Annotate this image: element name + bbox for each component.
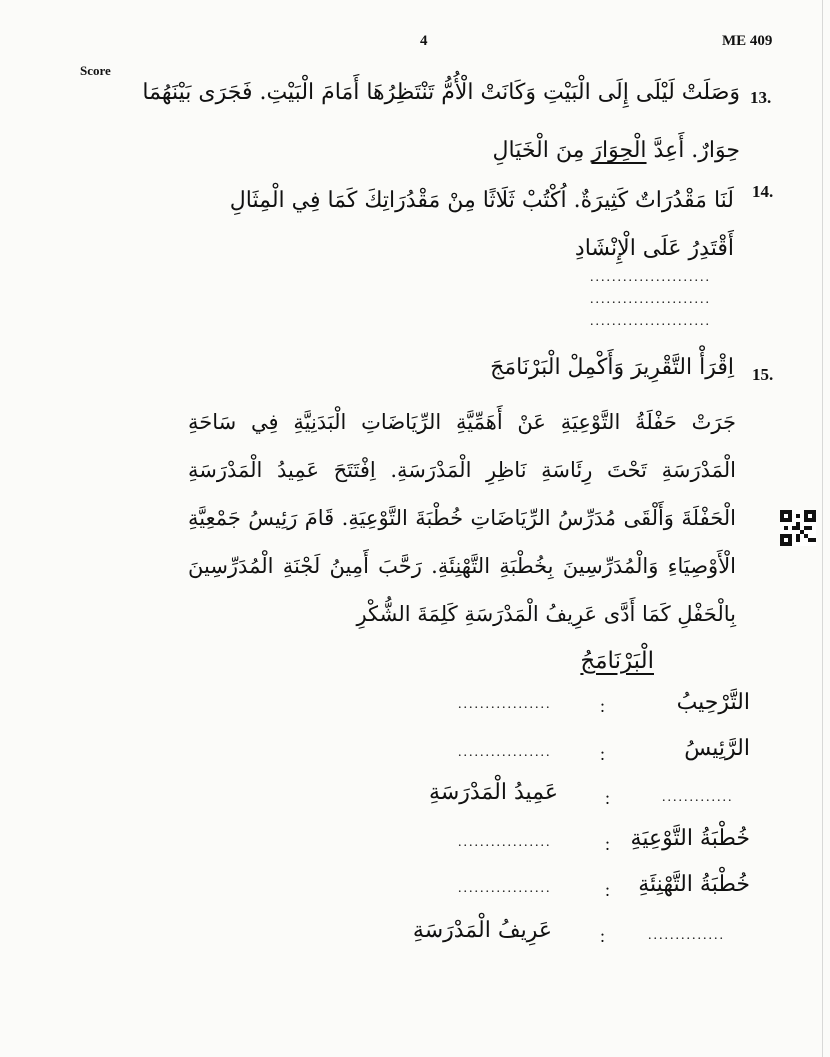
paper-code: ME 409: [722, 33, 773, 49]
question-14-example: أَقْتَدِرُ عَلَى الْإِنْشَادِ: [574, 236, 734, 261]
program-title: الْبَرْنَامَجُ: [580, 648, 654, 674]
scan-edge-line: [822, 0, 823, 1057]
question-15-instruction: اِقْرَأْ التَّقْرِيرَ وَأَكْمِلْ الْبَرْنَامَجَ: [490, 355, 734, 380]
question-13-line-2: [340, 138, 740, 163]
program-row-thanks-colon: :: [600, 926, 606, 946]
program-row-awareness-colon: :: [605, 834, 611, 854]
question-13-number: 13.: [750, 88, 772, 107]
program-row-welcome-colon: :: [600, 696, 606, 716]
program-row-dean-blank[interactable]: .............: [662, 790, 734, 805]
question-14-dots-1: ......................: [590, 270, 711, 285]
qr-code-icon: [780, 510, 816, 546]
program-row-congratulation-label: خُطْبَةُ التَّهْنِئَةِ: [638, 872, 750, 897]
program-row-awareness-label: خُطْبَةُ التَّوْعِيَةِ: [630, 826, 750, 851]
program-row-welcome-blank[interactable]: .................: [458, 697, 552, 712]
question-13-line-2-end: مِنَ الْخَيَالِ: [492, 138, 592, 163]
question-13-underlined-word: الْحِوَارَ: [591, 138, 647, 163]
question-13-line-1: وَصَلَتْ لَيْلَى إِلَى الْبَيْتِ وَكَانَتْ الْأُمُّ تَنْتَظِرُهَا أَمَامَ الْبَيْتِ. فَجَرَى بَيْنَهُمَا: [142, 80, 740, 105]
program-row-president-label: الرَّئِيسُ: [684, 736, 750, 761]
program-row-welcome-label: التَّرْحِيبُ: [676, 690, 750, 715]
question-13-line-2-start: حِوَارٌ. أَعِدَّ: [646, 138, 740, 163]
question-14-answer-blank-1[interactable]: ......................: [590, 292, 711, 307]
program-row-congratulation-colon: :: [605, 880, 611, 900]
score-label: Score: [80, 63, 111, 78]
program-row-congratulation-blank[interactable]: .................: [458, 881, 552, 896]
page-number: 4: [420, 33, 428, 49]
program-row-president-blank[interactable]: .................: [458, 745, 552, 760]
question-14-answer-blank-2[interactable]: ......................: [590, 314, 711, 329]
question-14-line-1: لَنَا مَقْدُرَاتٌ كَثِيرَةٌ. اُكْتُبْ ثَلَاثًا مِنْ مَقْدُرَاتِكَ كَمَا فِي الْمِثَالِ: [229, 188, 734, 213]
program-row-dean-colon: :: [605, 788, 611, 808]
question-15-number: 15.: [752, 365, 774, 384]
question-15-report-paragraph: جَرَتْ حَفْلَةُ التَّوْعِيَةِ عَنْ أَهَمِّيَّةِ الرِّيَاضَاتِ الْبَدَنِيَّةِ فِي سَاحَةِ الْمَدْرَسَةِ تَحْتَ رِئَاسَةِ نَاظِرِ الْمَدْرَسَةِ. اِفْتَتَحَ عَمِيدُ الْمَدْرَسَةِ الْحَفْلَةَ وَأَلْقَى مُدَرِّسُ الرِّيَاضَاتِ خُطْبَةَ التَّوْعِيَةِ. قَامَ رَئِيسُ جَمْعِيَّةِ الْأَوْصِيَاءِ وَالْمُدَرِّسِينَ بِخُطْبَةِ التَّهْنِئَةِ. رَحَّبَ أَمِينُ لَجْنَةِ الْمُدَرِّسِينَ بِالْحَفْلِ كَمَا أَدَّى عَرِيفُ الْمَدْرَسَةِ كَلِمَةَ الشُّكْرِ: [188, 410, 736, 626]
program-row-president-colon: :: [600, 744, 606, 764]
question-14-number: 14.: [752, 182, 774, 201]
program-row-thanks-value: عَرِيفُ الْمَدْرَسَةِ: [412, 918, 552, 943]
program-row-dean-value: عَمِيدُ الْمَدْرَسَةِ: [429, 780, 558, 805]
program-row-awareness-blank[interactable]: .................: [458, 835, 552, 850]
program-row-thanks-blank[interactable]: ..............: [648, 928, 725, 943]
